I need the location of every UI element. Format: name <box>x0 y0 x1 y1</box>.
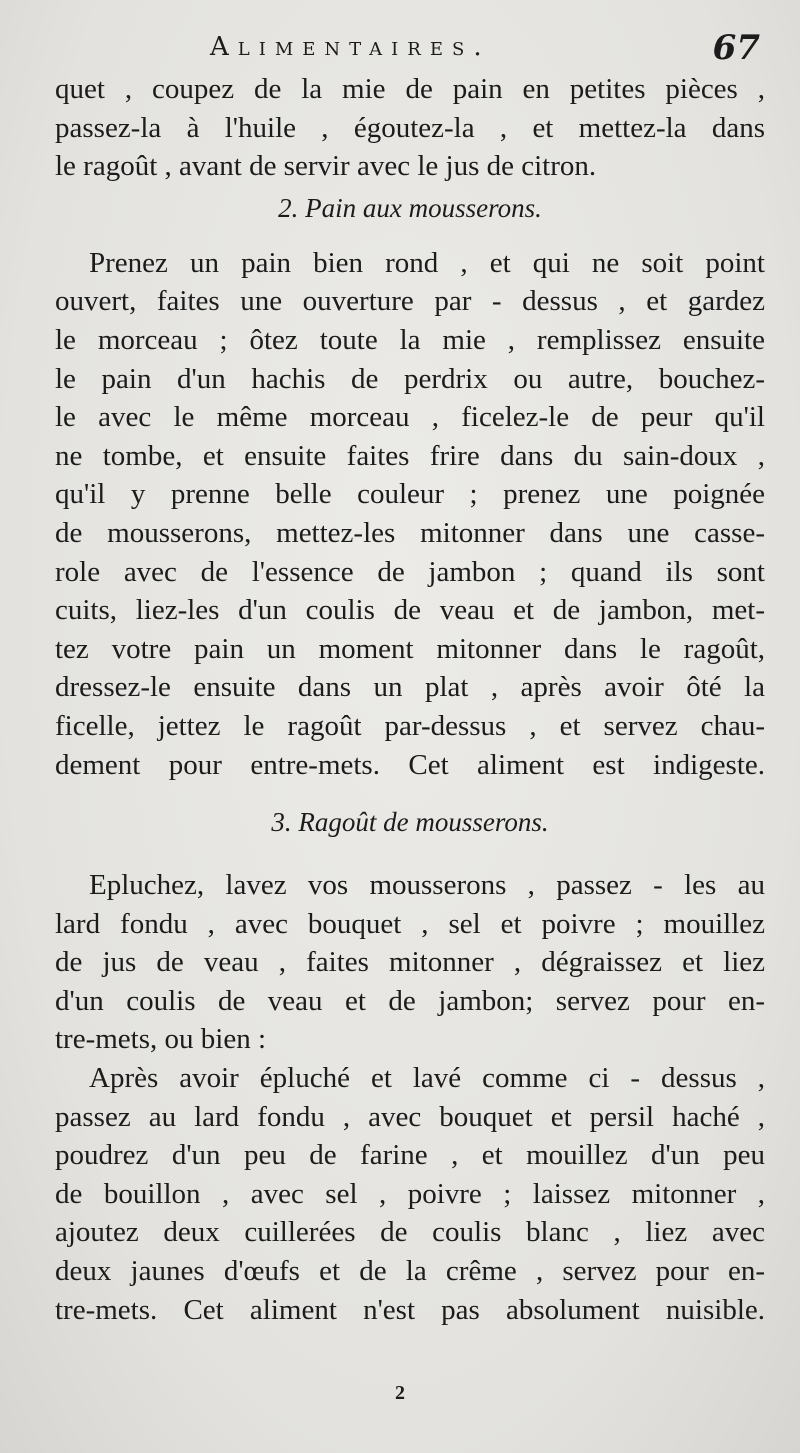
text-line: tez votre pain un moment mitonner dans le ragoût, <box>55 632 765 665</box>
text-line: tre-mets. Cet aliment n'est pas absolument nuisible. <box>55 1293 765 1326</box>
text-line: dement pour entre-mets. Cet aliment est indigeste. <box>55 748 765 781</box>
page-number: 67 <box>712 28 760 68</box>
text-line: ouvert, faites une ouverture par - dessus , et gardez <box>55 285 765 318</box>
section-heading-ragout-de-mousserons: 3. Ragoût de mousserons. <box>271 807 549 838</box>
text-line: Prenez un pain bien rond , et qui ne soit point <box>89 246 765 279</box>
section-heading-pain-aux-mousserons: 2. Pain aux mousserons. <box>278 192 542 223</box>
text-line: poudrez d'un peu de farine , et mouillez d'un peu <box>55 1139 765 1172</box>
text-line: dressez-le ensuite dans un plat , après avoir ôté la <box>55 671 765 704</box>
page-header <box>0 28 800 68</box>
text-line: de mousserons, mettez-les mitonner dans une casse- <box>55 516 765 549</box>
text-line: Après avoir épluché et lavé comme ci - dessus , <box>89 1062 765 1095</box>
text-line: ajoutez deux cuillerées de coulis blanc , liez avec <box>55 1216 765 1249</box>
text-line: ne tombe, et ensuite faites frire dans du sain-doux , <box>55 439 765 472</box>
text-line: lard fondu , avec bouquet , sel et poivre ; mouillez <box>55 907 765 940</box>
text-line: tre-mets, ou bien : <box>55 1023 267 1056</box>
text-line: d'un coulis de veau et de jambon; servez pour en- <box>55 984 765 1017</box>
text-line: le ragoût , avant de servir avec le jus de citron. <box>55 150 597 183</box>
body-text <box>55 70 765 1329</box>
text-line: role avec de l'essence de jambon ; quand ils sont <box>55 555 765 588</box>
text-line: de bouillon , avec sel , poivre ; laissez mitonner , <box>55 1177 765 1210</box>
signature-mark: 2 <box>395 1382 405 1404</box>
text-line: quet , coupez de la mie de pain en petites pièces , <box>55 73 765 105</box>
section-3-paragraph-a <box>55 866 765 1059</box>
text-line: Epluchez, lavez vos mousserons , passez - les au <box>89 869 765 902</box>
text-line: qu'il y prenne belle couleur ; prenez une poignée <box>55 478 765 511</box>
section-2-paragraph <box>55 244 765 784</box>
section-1-tail <box>55 70 765 186</box>
text-line: passez-la à l'huile , égoutez-la , et mettez-la dans <box>55 111 765 144</box>
text-line: ficelle, jettez le ragoût par-dessus , et servez chau- <box>55 709 765 742</box>
running-title: Alimentaires. <box>210 32 491 62</box>
text-line: le morceau ; ôtez toute la mie , remplissez ensuite <box>55 323 765 356</box>
text-line: le pain d'un hachis de perdrix ou autre, bouchez- <box>55 362 765 395</box>
text-line: cuits, liez-les d'un coulis de veau et de jambon, met- <box>55 594 765 627</box>
text-line: le avec le même morceau , ficelez-le de peur qu'il <box>55 401 765 434</box>
text-line: passez au lard fondu , avec bouquet et persil haché , <box>55 1100 765 1133</box>
text-line: deux jaunes d'œufs et de la crême , servez pour en- <box>55 1255 765 1288</box>
section-3-paragraph-b <box>55 1059 765 1329</box>
text-line: de jus de veau , faites mitonner , dégraissez et liez <box>55 946 765 979</box>
